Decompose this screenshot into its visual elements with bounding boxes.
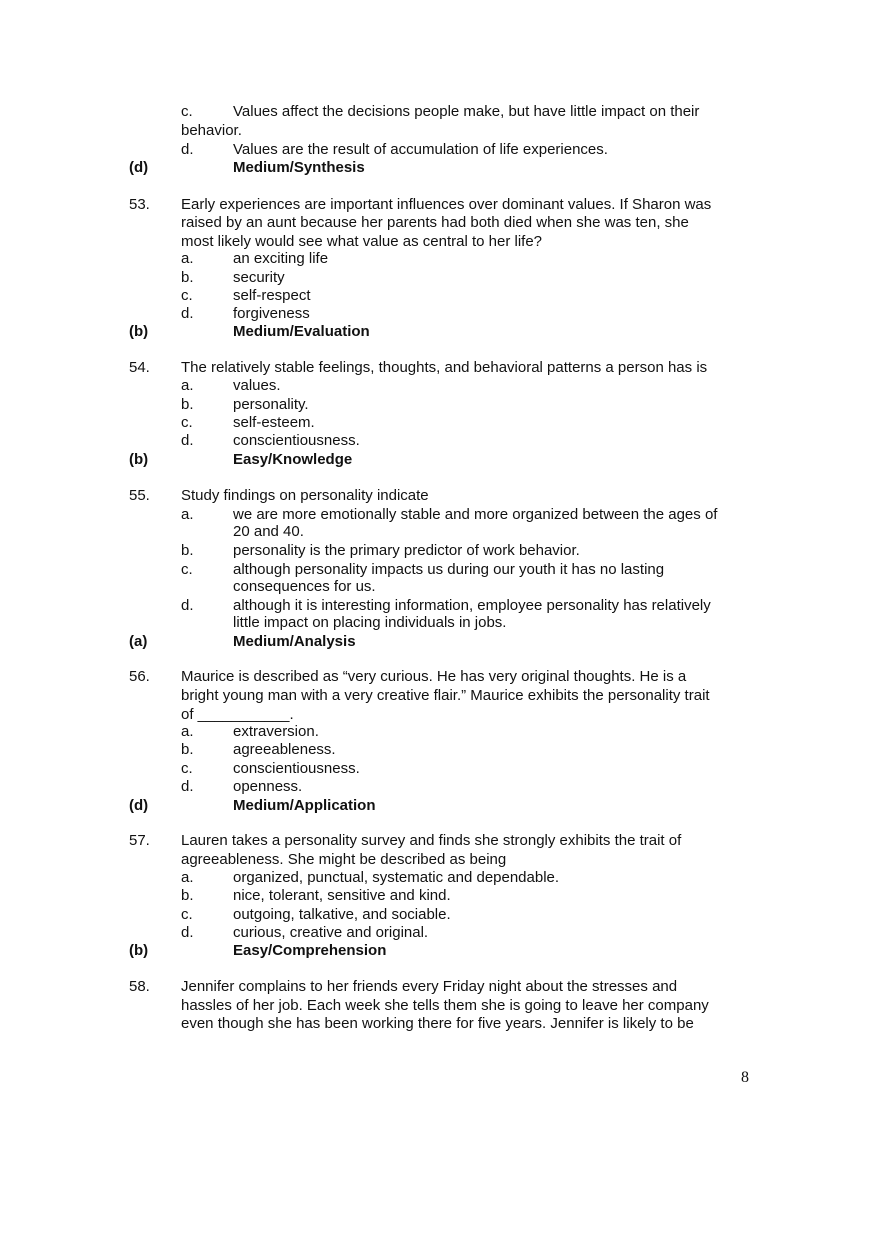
difficulty-tag: Medium/Application xyxy=(233,797,376,814)
answer-key: (b) xyxy=(129,451,149,468)
option-text: Values are the result of accumulation of life experiences. xyxy=(233,141,608,158)
option-text-wrap: 20 and 40. xyxy=(233,523,304,540)
option-letter: a. xyxy=(181,377,194,394)
option-letter: b. xyxy=(181,269,194,286)
question-number: 54. xyxy=(129,359,150,376)
answer-key: (d) xyxy=(129,797,149,814)
option-text: we are more emotionally stable and more organized between the ages of xyxy=(233,506,718,523)
option-text: nice, tolerant, sensitive and kind. xyxy=(233,887,451,904)
option-text: personality. xyxy=(233,396,309,413)
question-stem: even though she has been working there for five years. Jennifer is likely to be xyxy=(181,1015,694,1032)
option-letter: d. xyxy=(181,141,194,158)
question-stem: bright young man with a very creative flair.” Maurice exhibits the personality trait xyxy=(181,687,710,704)
question-stem: Early experiences are important influences over dominant values. If Sharon was xyxy=(181,196,712,213)
question-stem: Study findings on personality indicate xyxy=(181,487,429,504)
difficulty-tag: Medium/Analysis xyxy=(233,633,356,650)
option-text: openness. xyxy=(233,778,303,795)
option-letter: c. xyxy=(181,103,193,120)
option-letter: b. xyxy=(181,887,194,904)
option-text: security xyxy=(233,269,285,286)
option-text: conscientiousness. xyxy=(233,760,360,777)
answer-key: (b) xyxy=(129,942,149,959)
answer-key: (b) xyxy=(129,323,149,340)
question-number: 55. xyxy=(129,487,150,504)
option-text: Values affect the decisions people make, but have little impact on their xyxy=(233,103,700,120)
option-letter: c. xyxy=(181,906,193,923)
question-stem: Lauren takes a personality survey and finds she strongly exhibits the trait of xyxy=(181,832,682,849)
option-letter: d. xyxy=(181,305,194,322)
option-text: although it is interesting information, employee personality has relatively xyxy=(233,597,711,614)
option-text: self-respect xyxy=(233,287,311,304)
option-text-wrap: behavior. xyxy=(181,122,242,139)
option-text: agreeableness. xyxy=(233,741,336,758)
question-stem: Maurice is described as “very curious. He has very original thoughts. He is a xyxy=(181,668,687,685)
option-text: values. xyxy=(233,377,281,394)
question-stem: agreeableness. She might be described as being xyxy=(181,851,507,868)
difficulty-tag: Medium/Synthesis xyxy=(233,159,365,176)
option-text: curious, creative and original. xyxy=(233,924,429,941)
question-stem: Jennifer complains to her friends every Friday night about the stresses and xyxy=(181,978,678,995)
option-letter: b. xyxy=(181,396,194,413)
option-text: although personality impacts us during our youth it has no lasting xyxy=(233,561,665,578)
page-number: 8 xyxy=(741,1069,749,1086)
answer-key: (d) xyxy=(129,159,149,176)
option-letter: a. xyxy=(181,869,194,886)
question-stem: The relatively stable feelings, thoughts, and behavioral patterns a person has is xyxy=(181,359,708,376)
option-text: outgoing, talkative, and sociable. xyxy=(233,906,451,923)
option-text: organized, punctual, systematic and dependable. xyxy=(233,869,560,886)
option-letter: b. xyxy=(181,542,194,559)
option-text: personality is the primary predictor of work behavior. xyxy=(233,542,580,559)
question-number: 57. xyxy=(129,832,150,849)
difficulty-tag: Medium/Evaluation xyxy=(233,323,370,340)
option-letter: c. xyxy=(181,414,193,431)
option-letter: a. xyxy=(181,723,194,740)
question-number: 56. xyxy=(129,668,150,685)
option-letter: d. xyxy=(181,597,194,614)
option-text-wrap: little impact on placing individuals in jobs. xyxy=(233,614,507,631)
difficulty-tag: Easy/Comprehension xyxy=(233,942,387,959)
option-letter: d. xyxy=(181,432,194,449)
question-stem: most likely would see what value as central to her life? xyxy=(181,233,543,250)
option-letter: a. xyxy=(181,250,194,267)
option-letter: c. xyxy=(181,287,193,304)
question-stem: raised by an aunt because her parents had both died when she was ten, she xyxy=(181,214,689,231)
option-letter: b. xyxy=(181,741,194,758)
question-number: 58. xyxy=(129,978,150,995)
option-letter: a. xyxy=(181,506,194,523)
option-text: an exciting life xyxy=(233,250,329,267)
answer-key: (a) xyxy=(129,633,148,650)
option-text: self-esteem. xyxy=(233,414,315,431)
option-letter: d. xyxy=(181,924,194,941)
question-stem: of ___________. xyxy=(181,706,294,723)
option-text-wrap: consequences for us. xyxy=(233,578,376,595)
difficulty-tag: Easy/Knowledge xyxy=(233,451,353,468)
option-letter: c. xyxy=(181,561,193,578)
option-letter: d. xyxy=(181,778,194,795)
question-number: 53. xyxy=(129,196,150,213)
question-stem: hassles of her job. Each week she tells them she is going to leave her company xyxy=(181,997,709,1014)
option-letter: c. xyxy=(181,760,193,777)
option-text: forgiveness xyxy=(233,305,310,322)
option-text: conscientiousness. xyxy=(233,432,360,449)
option-text: extraversion. xyxy=(233,723,319,740)
